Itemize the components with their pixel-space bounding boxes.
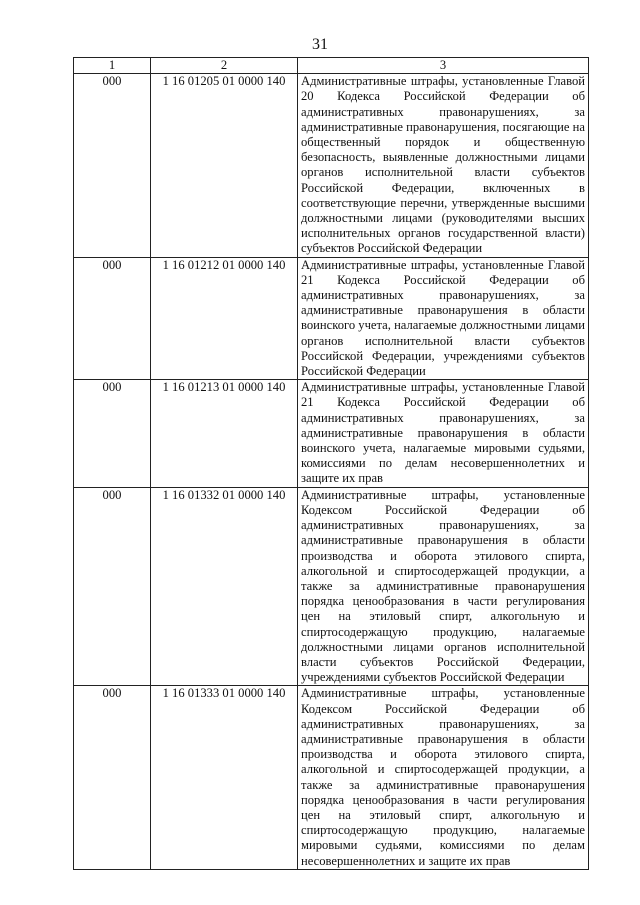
table-row (74, 74, 589, 257)
page-number: 31 (312, 36, 328, 53)
table-row (74, 487, 589, 686)
header-col-1: 1 (74, 58, 151, 74)
table-row (74, 686, 589, 869)
admin-code-cell: 000 (74, 686, 151, 869)
table-header-row (74, 58, 589, 74)
header-col-3: 3 (298, 58, 589, 74)
description-cell: Административные штрафы, установленные Кодексом Российской Федерации об административных правонарушениях, за административные правонарушения в области производства и оборота этилового спирта, алкогольной и спиртосодержащей продукции, а также за административные правонарушения порядка ценообразования в части регулирования цен на этиловый спирт, алкогольную и спиртосодержащую продукцию, налагаемые мировыми судьями, комиссиями по делам несовершеннолетних и защите их прав (298, 686, 589, 869)
description-cell: Административные штрафы, установленные Главой 21 Кодекса Российской Федерации об административных правонарушениях, за административные правонарушения в области воинского учета, налагаемые мировыми судьями, комиссиями по делам несовершеннолетних и защите их прав (298, 380, 589, 487)
description-cell: Административные штрафы, установленные Главой 21 Кодекса Российской Федерации об административных правонарушениях, за административные правонарушения в области воинского учета, налагаемые должностными лицами органов исполнительной власти субъектов Российской Федерации, учреждениями субъектов Российской Федерации (298, 257, 589, 380)
budget-code-cell: 1 16 01213 01 0000 140 (151, 380, 298, 487)
admin-code-cell: 000 (74, 487, 151, 686)
budget-code-cell: 1 16 01333 01 0000 140 (151, 686, 298, 869)
table-row (74, 257, 589, 380)
budget-code-cell: 1 16 01205 01 0000 140 (151, 74, 298, 257)
budget-code-cell: 1 16 01212 01 0000 140 (151, 257, 298, 380)
budget-code-cell: 1 16 01332 01 0000 140 (151, 487, 298, 686)
header-col-2: 2 (151, 58, 298, 74)
admin-code-cell: 000 (74, 74, 151, 257)
admin-code-cell: 000 (74, 380, 151, 487)
description-cell: Административные штрафы, установленные Главой 20 Кодекса Российской Федерации об административных правонарушениях, за административные правонарушения, посягающие на общественный порядок и общественную безопасность, выявленные должностными лицами органов исполнительной власти субъектов Российской Федерации, включенных в соответствующие перечни, утвержденные высшими должностными лицами (руководителями высших исполнительных органов государственной власти) субъектов Российской Федерации (298, 74, 589, 257)
budget-code-table (73, 57, 589, 870)
admin-code-cell: 000 (74, 257, 151, 380)
description-cell: Административные штрафы, установленные Кодексом Российской Федерации об административных правонарушениях, за административные правонарушения в области производства и оборота этилового спирта, алкогольной и спиртосодержащей продукции, а также за административные правонарушения порядка ценообразования в части регулирования цен на этиловый спирт, алкогольную и спиртосодержащую продукцию, налагаемые должностными лицами органов исполнительной власти субъектов Российской Федерации, учреждениями субъектов Российской Федерации (298, 487, 589, 686)
table-row (74, 380, 589, 487)
